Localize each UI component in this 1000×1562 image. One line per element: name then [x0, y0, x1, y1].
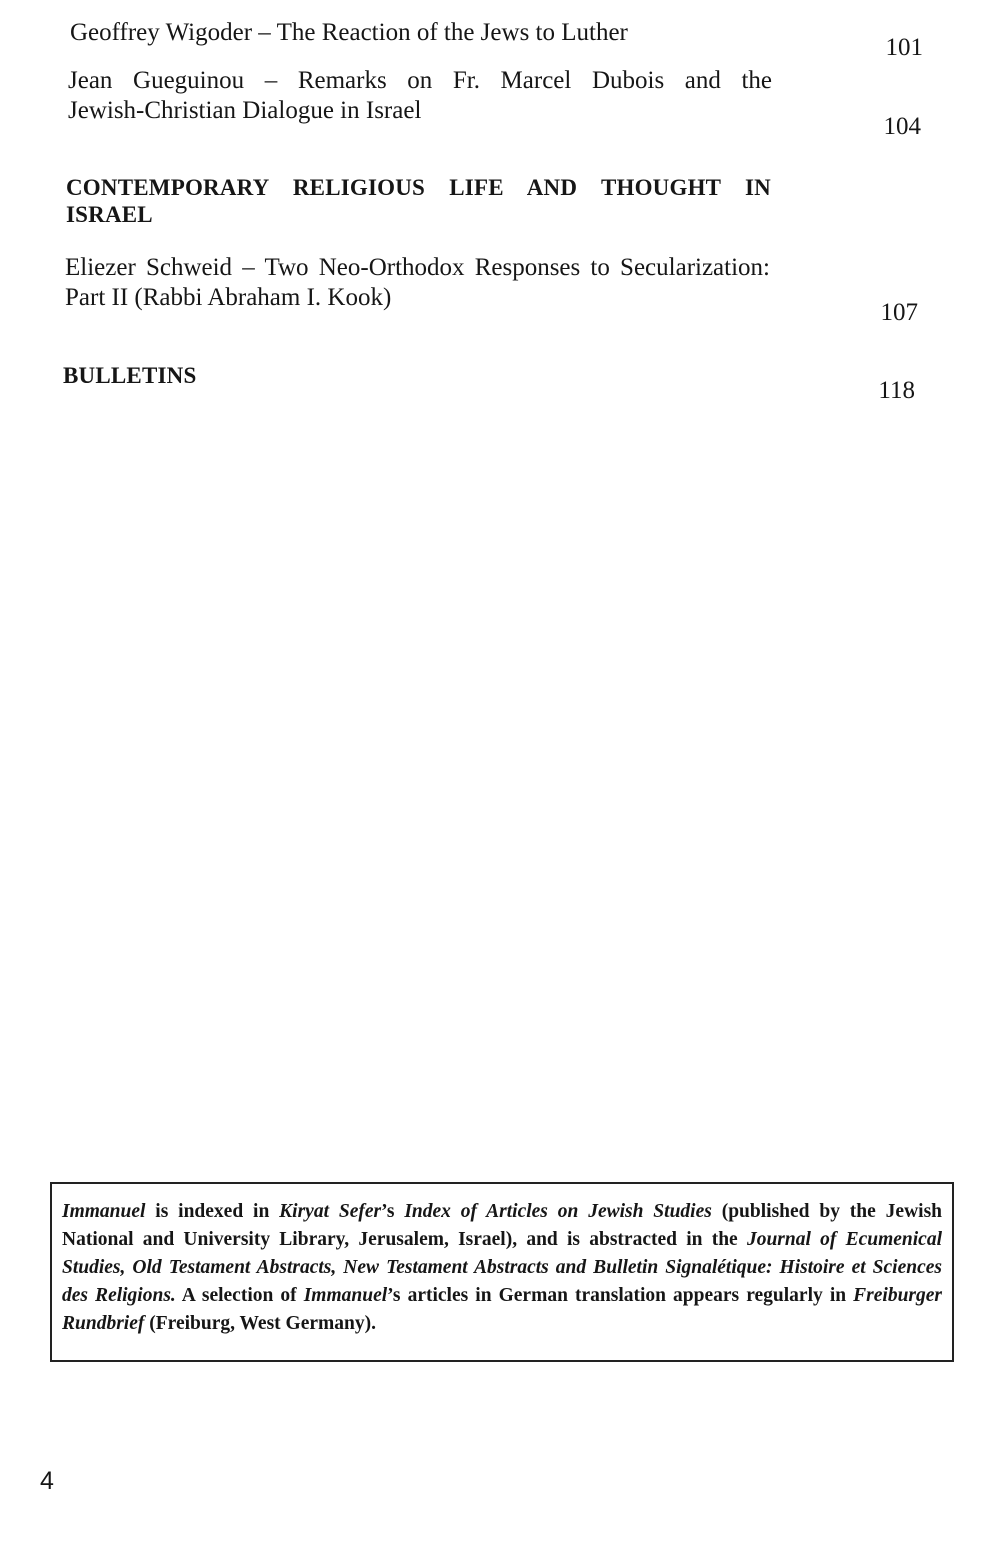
toc-entry-schweid: [65, 253, 770, 313]
entry-dash: –: [252, 19, 277, 46]
entry-dash: –: [232, 254, 265, 281]
toc-page-number: 101: [885, 34, 923, 61]
indexing-notice-box: Immanuel is indexed in Kiryat Sefer’s Index of Articles on Jewish Studies (published by the Jewish National and University Library, Jerusalem, Israel), and is abstracted in the Journal of Ecumenical Studies, Old Testament Abstracts, New Testament Abstracts and Bulletin Signalétique: Histoire et Sciences des Religions. A selection of Immanuel’s articles in German translation appears regularly in Freiburger Rundbrief (Freiburg, West Germany).: [50, 1182, 954, 1362]
page-folio-number: 4: [40, 1467, 54, 1495]
entry-dash: –: [244, 67, 298, 94]
toc-page-number: 104: [883, 113, 921, 140]
entry-title: The Reaction of the Jews to Luther: [276, 19, 628, 46]
toc-page-number: 118: [878, 377, 915, 404]
entry-title-line2: Part II (Rabbi Abraham I. Kook): [65, 284, 392, 311]
toc-page-number: 107: [880, 299, 918, 326]
entry-title-line1: Remarks on Fr. Marcel Dubois and the: [297, 67, 772, 94]
entry-title-line2: Jewish-Christian Dialogue in Israel: [68, 97, 422, 124]
entry-author: Geoffrey Wigoder: [70, 19, 253, 46]
toc-entry-gueguinou: [68, 66, 772, 126]
toc-entry-wigoder: [70, 18, 790, 48]
entry-title-line1: Two Neo-Orthodox Responses to Secularization:: [264, 254, 770, 281]
section-heading-bulletins: BULLETINS: [63, 363, 197, 388]
entry-author: Eliezer Schweid: [65, 254, 233, 281]
section-heading-contemporary: CONTEMPORARY RELIGIOUS LIFE AND THOUGHT IN ISRAEL: [66, 175, 771, 227]
entry-author: Jean Gueguinou: [68, 67, 245, 94]
